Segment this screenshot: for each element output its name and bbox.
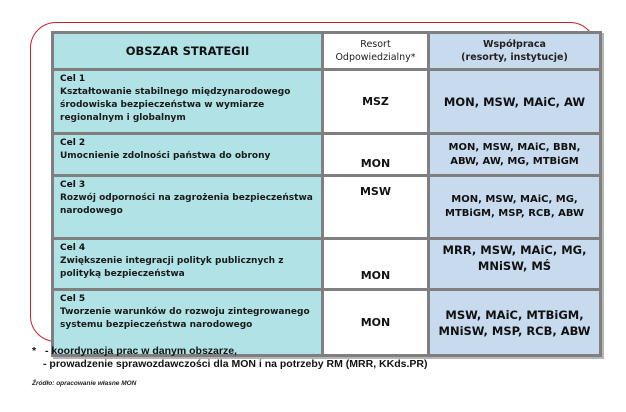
goal-number: Cel 5 bbox=[60, 294, 86, 304]
table-header-row bbox=[53, 33, 601, 70]
footnote-marker: * bbox=[32, 345, 37, 357]
goal-cell bbox=[53, 134, 323, 176]
goal-cell bbox=[53, 176, 323, 239]
goal-description: Umocnienie zdolności państwa do obrony bbox=[60, 151, 271, 161]
header-cooperation bbox=[429, 33, 601, 70]
header-cooperation-line1: Współpraca bbox=[483, 39, 546, 50]
footnote-text-1: - koordynacja prac w danym obszarze, bbox=[45, 345, 237, 357]
goal-number: Cel 4 bbox=[60, 243, 86, 253]
goal-description: Rozwój odporności na zagrożenia bezpieczeństwa narodowego bbox=[60, 193, 313, 216]
goal-number: Cel 2 bbox=[60, 138, 86, 148]
header-responsible-line1: Resort bbox=[360, 39, 391, 50]
header-responsible-line2: Odpowiedzialny* bbox=[335, 52, 416, 63]
footnote bbox=[32, 345, 427, 371]
responsible-cell: MSZ bbox=[323, 70, 429, 134]
source-note: Źródło: opracowanie własne MON bbox=[32, 380, 137, 387]
goal-number: Cel 1 bbox=[60, 74, 86, 84]
strategy-table bbox=[51, 31, 602, 357]
table-row bbox=[53, 70, 601, 134]
table-row bbox=[53, 239, 601, 290]
table-row bbox=[53, 134, 601, 176]
responsible-cell: MON bbox=[323, 239, 429, 290]
cooperation-cell: MON, MSW, MAiC, BBN, ABW, AW, MG, MTBiGM bbox=[429, 134, 601, 176]
responsible-cell: MON bbox=[323, 290, 429, 356]
goal-description: Tworzenie warunków do rozwoju zintegrowanego systemu bezpieczeństwa narodowego bbox=[60, 307, 310, 330]
goal-description: Kształtowanie stabilnego międzynarodowego środowiska bezpieczeństwa w wymiarze regionalnym i globalnym bbox=[60, 87, 291, 123]
header-cooperation-line2: (resorty, instytucje) bbox=[461, 52, 568, 63]
goal-number: Cel 3 bbox=[60, 180, 86, 190]
goal-description: Zwiększenie integracji polityk publicznych z polityką bezpieczeństwa bbox=[60, 256, 284, 279]
footnote-line2: - prowadzenie sprawozdawczości dla MON i na potrzeby RM (MRR, KKds.PR) bbox=[43, 358, 428, 370]
cooperation-cell: MON, MSW, MAiC, AW bbox=[429, 70, 601, 134]
responsible-cell: MON bbox=[323, 134, 429, 176]
header-area: OBSZAR STRATEGII bbox=[53, 33, 323, 70]
responsible-cell: MSW bbox=[323, 176, 429, 239]
cooperation-cell: MRR, MSW, MAiC, MG, MNiSW, MŚ bbox=[429, 239, 601, 290]
cooperation-cell: MSW, MAiC, MTBiGM, MNiSW, MSP, RCB, ABW bbox=[429, 290, 601, 356]
goal-cell bbox=[53, 239, 323, 290]
footnote-line1 bbox=[32, 345, 427, 358]
cooperation-cell: MON, MSW, MAiC, MG, MTBiGM, MSP, RCB, ABW bbox=[429, 176, 601, 239]
header-responsible bbox=[323, 33, 429, 70]
goal-cell bbox=[53, 70, 323, 134]
table-row bbox=[53, 176, 601, 239]
